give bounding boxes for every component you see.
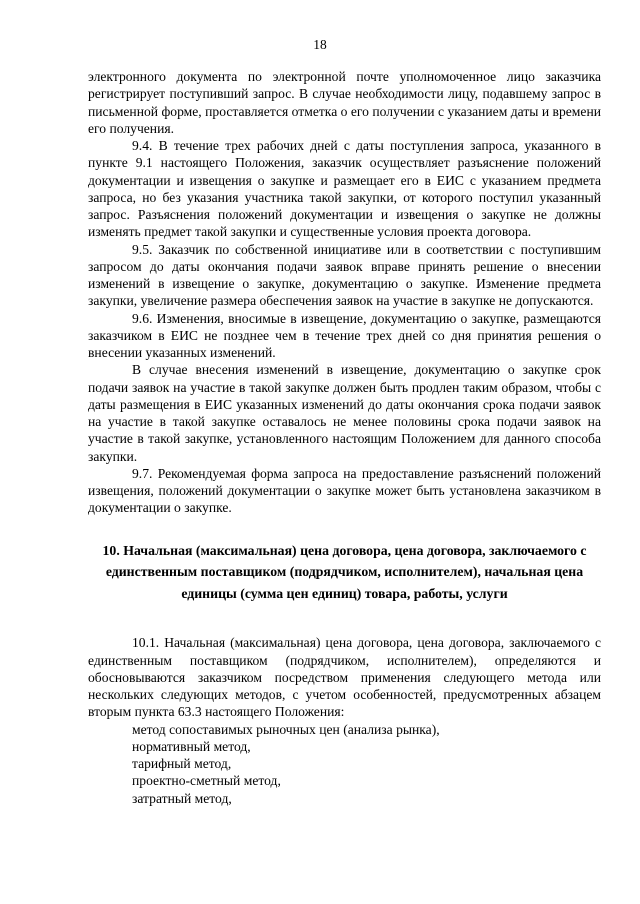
paragraph-9-6-continued: В случае внесения изменений в извещение, документацию о закупке срок подачи заявок на участие в такой закупке должен быть продлен таким образом, чтобы с даты размещения в ЕИС указанных изменений до даты окончания срока подачи заявок на участие в такой закупке оставалось не менее половины срока подачи заявок на участие в такой закупке, установленного настоящим Положением для данного способа закупки. (88, 362, 601, 464)
paragraph-10-1: 10.1. Начальная (максимальная) цена договора, цена договора, заключаемого с единственным поставщиком (подрядчиком, исполнителем), определяются и обосновываются заказчиком посредством применения следующего метода или нескольких следующих методов, с учетом особенностей, предусмотренных абзацем вторым пункта 63.3 настоящего Положения: (88, 635, 601, 720)
paragraph-9-6: 9.6. Изменения, вносимые в извещение, документацию о закупке, размещаются заказчиком в ЕИС не позднее чем в течение трех дней со дня принятия решения о внесении указанных изменений. (88, 310, 601, 360)
list-item: тарифный метод, (132, 756, 232, 772)
paragraph-9-4: 9.4. В течение трех рабочих дней с даты поступления запроса, указанного в пункте 9.1 настоящего Положения, заказчик осуществляет разъяснение положений документации и извещения о закупке и размещает его в ЕИС с указанием предмета запроса, но без указания участника такой закупки, от которого поступил указанный запрос. Разъяснения положений документации и извещения о закупке не должны изменять предмет такой закупки и существенные условия проекта договора. (88, 138, 601, 240)
paragraph-9-7: 9.7. Рекомендуемая форма запроса на предоставление разъяснений положений извещения, положений документации о закупке может быть установлена заказчиком в документации о закупке. (88, 465, 601, 516)
section-heading: 10. Начальная (максимальная) цена договора, цена договора, заключаемого с единственным поставщиком (подрядчиком, исполнителем), начальная цена единицы (сумма цен единиц) товара, работы, услуги (102, 542, 587, 601)
list-item: нормативный метод, (132, 738, 251, 754)
list-item: затратный метод, (132, 790, 232, 806)
document-body (88, 68, 601, 807)
paragraph-9-5: 9.5. Заказчик по собственной инициативе или в соответствии с поступившим запросом до даты окончания подачи заявок вправе принять решение о внесении изменений в извещение о закупке, документацию о закупке. Изменение предмета закупки, увеличение размера обеспечения заявок на участие в закупке не допускаются. (88, 241, 601, 309)
paragraph-continuation: электронного документа по электронной почте уполномоченное лицо заказчика регистрирует поступивший запрос. В случае необходимости лицу, подавшему запрос в письменной форме, проставляется отметка о его получении с указанием даты и времени его получения. (88, 69, 601, 136)
list-item: проектно-сметный метод, (132, 773, 281, 789)
page-number: 18 (313, 37, 327, 52)
list-item: метод сопоставимых рыночных цен (анализа рынка), (132, 721, 440, 737)
